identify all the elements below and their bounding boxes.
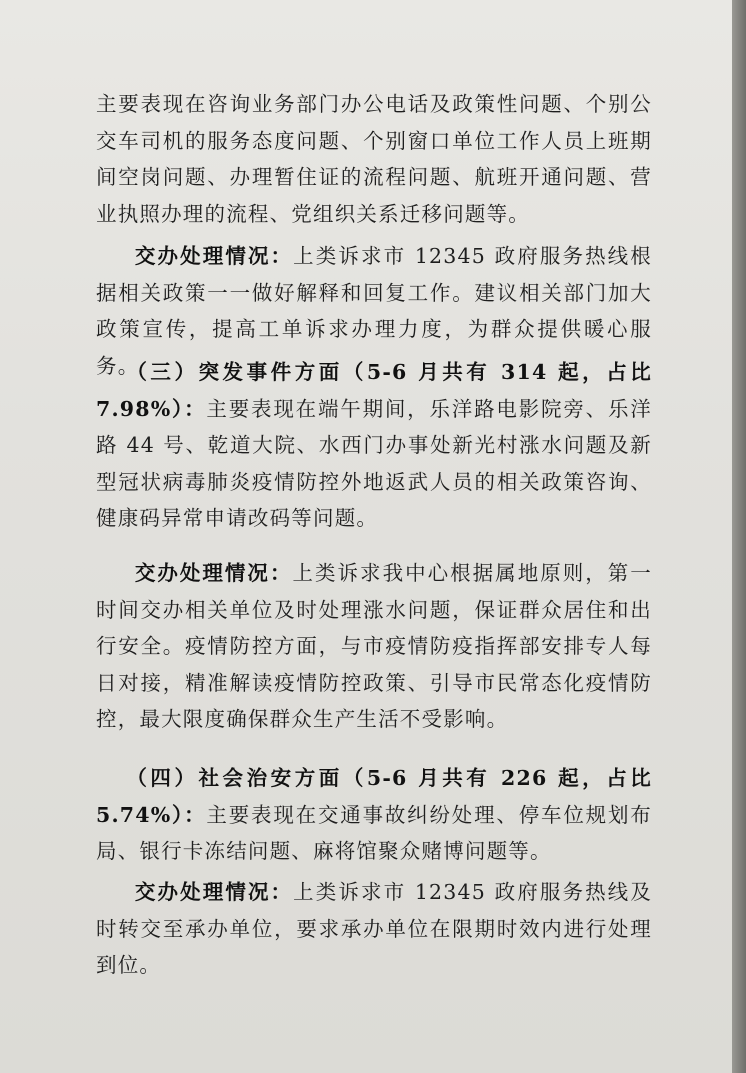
section-3-heading: （三）突发事件方面（5-6 月共有 314 起，占比 7.98%）： xyxy=(96,360,652,421)
paragraph-4-lead: 交办处理情况： xyxy=(134,561,293,585)
paragraph-1 xyxy=(96,86,652,232)
section-3-paragraph xyxy=(96,354,652,537)
paragraph-2-lead: 交办处理情况： xyxy=(134,244,294,268)
paragraph-2-text: 上类诉求市 12345 政府服务热线根据相关政策一一做好解释和回复工作。建议相关部门加大政策宣传，提高工单诉求办理力度，为群众提供暖心服务。 xyxy=(96,244,652,378)
section-4-text: 主要表现在交通事故纠纷处理、停车位规划布局、银行卡冻结问题、麻将馆聚众赌博问题等。 xyxy=(96,802,652,863)
section-3-text: 主要表现在端午期间，乐洋路电影院旁、乐洋路 44 号、乾道大院、水西门办事处新光村涨水问题及新型冠状病毒肺炎疫情防控外地返武人员的相关政策咨询、健康码异常申请改码等问题。 xyxy=(96,396,652,530)
paragraph-1-text: 主要表现在咨询业务部门办公电话及政策性问题、个别公交车司机的服务态度问题、个别窗口单位工作人员上班期间空岗问题、办理暂住证的流程问题、航班开通问题、营业执照办理的流程、党组织关系迁移问题等。 xyxy=(96,92,652,226)
paragraph-6-lead: 交办处理情况： xyxy=(134,880,294,904)
paragraph-6 xyxy=(96,874,652,984)
paragraph-4 xyxy=(96,555,652,738)
paragraph-6-text: 上类诉求市 12345 政府服务热线及时转交至承办单位，要求承办单位在限期时效内进行处理到位。 xyxy=(96,880,652,977)
section-4-heading: （四）社会治安方面（5-6 月共有 226 起，占比 5.74%）： xyxy=(96,766,652,827)
page-edge-shadow xyxy=(732,0,746,1073)
paragraph-4-text: 上类诉求我中心根据属地原则，第一时间交办相关单位及时处理涨水问题，保证群众居住和出行安全。疫情防控方面，与市疫情防疫指挥部安排专人每日对接，精准解读疫情防控政策、引导市民常态化疫情防控，最大限度确保群众生产生活不受影响。 xyxy=(96,561,653,731)
section-4-paragraph xyxy=(96,760,652,870)
